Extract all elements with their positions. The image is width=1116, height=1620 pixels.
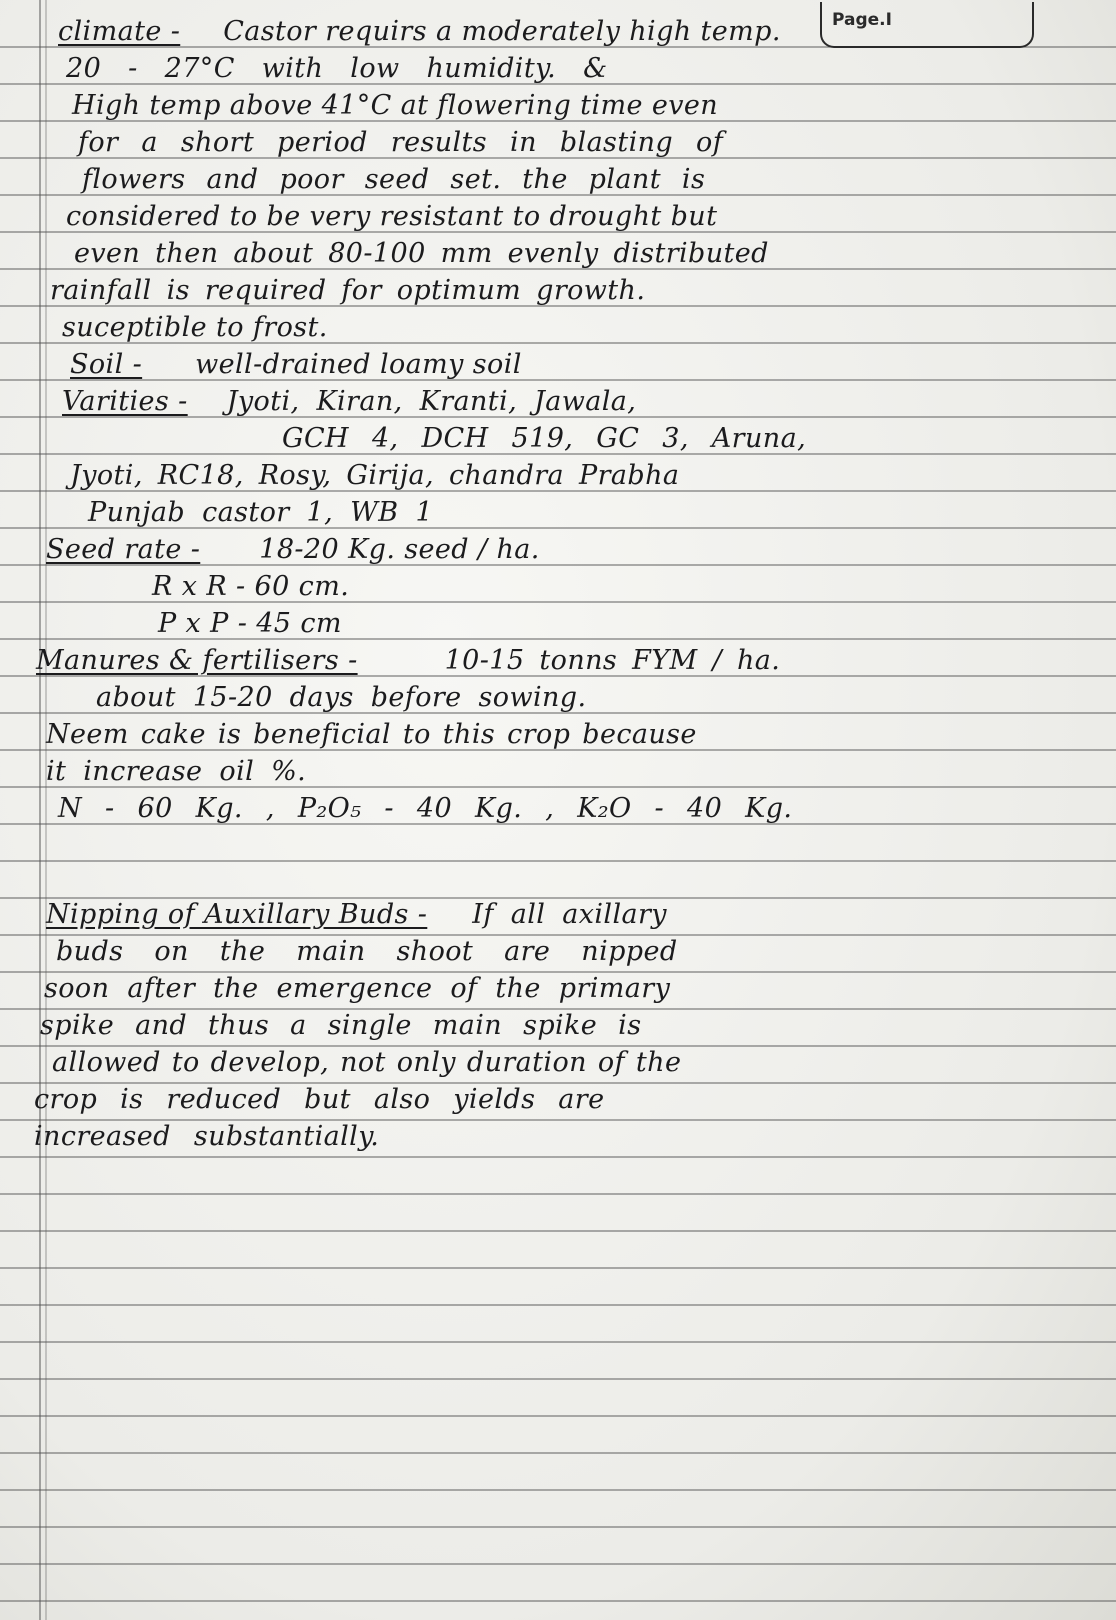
text-line — [158, 606, 342, 642]
text-line — [56, 934, 678, 970]
line-text: P x P - 45 cm — [158, 608, 342, 639]
line-text: buds on the main shoot are nipped — [56, 936, 678, 967]
section-heading: Manures & fertilisers - — [36, 645, 358, 676]
line-text: suceptible to frost. — [62, 312, 328, 343]
text-line — [82, 162, 705, 198]
line-text: Jyoti, RC18, Rosy, Girija, chandra Prabha — [70, 460, 680, 491]
text-line — [46, 897, 667, 933]
line-text: increased substantially. — [34, 1121, 380, 1152]
line-text: GCH 4, DCH 519, GC 3, Aruna, — [282, 423, 807, 454]
line-text: N - 60 Kg. , P₂O₅ - 40 Kg. , K₂O - 40 Kg. — [58, 793, 793, 824]
text-line — [88, 495, 433, 531]
line-text: 18-20 Kg. seed / ha. — [259, 534, 540, 565]
line-text: well-drained loamy soil — [195, 349, 522, 380]
text-line — [282, 421, 806, 457]
line-text: Neem cake is beneficial to this crop because — [46, 719, 697, 750]
text-line — [58, 791, 792, 827]
section-heading: Seed rate - — [46, 534, 201, 565]
text-line — [70, 347, 522, 383]
text-line — [50, 273, 645, 309]
line-text: considered to be very resistant to drought but — [66, 201, 718, 232]
page-number-label: Page.I — [832, 10, 892, 30]
line-text: Castor requirs a moderately high temp. — [223, 16, 781, 47]
text-line — [62, 384, 636, 420]
text-line — [40, 1008, 641, 1044]
line-text: flowers and poor seed set. the plant is — [82, 164, 706, 195]
line-text: 10-15 tonns FYM / ha. — [444, 645, 781, 676]
text-line — [34, 1082, 605, 1118]
text-line — [96, 680, 586, 716]
line-text: even then about 80-100 mm evenly distributed — [74, 238, 769, 269]
line-text: for a short period results in blasting of — [78, 127, 724, 158]
line-text: Jyoti, Kiran, Kranti, Jawala, — [226, 386, 637, 417]
text-line — [152, 569, 349, 605]
text-line — [66, 199, 717, 235]
line-text: Punjab castor 1, WB 1 — [88, 497, 434, 528]
line-text: it increase oil %. — [46, 756, 307, 787]
line-text: R x R - 60 cm. — [152, 571, 350, 602]
text-line — [44, 971, 670, 1007]
line-text: rainfall is required for optimum growth. — [50, 275, 646, 306]
text-line — [36, 643, 780, 679]
text-line — [46, 754, 306, 790]
text-line — [70, 458, 679, 494]
text-line — [46, 532, 540, 568]
line-text: If all axillary — [472, 899, 667, 930]
text-line — [46, 717, 697, 753]
line-text: High temp above 41°C at flowering time even — [72, 90, 719, 121]
text-line — [72, 88, 718, 124]
text-line — [74, 236, 769, 272]
line-text: allowed to develop, not only duration of the — [52, 1047, 682, 1078]
section-heading: Varities - — [62, 386, 188, 417]
text-line — [78, 125, 723, 161]
section-heading: Nipping of Auxillary Buds - — [46, 899, 428, 930]
text-line — [66, 51, 608, 87]
text-line — [58, 14, 781, 50]
line-text: 20 - 27°C with low humidity. & — [66, 53, 608, 84]
text-line — [52, 1045, 681, 1081]
section-heading: climate - — [58, 16, 181, 47]
text-line — [34, 1119, 379, 1155]
text-line — [62, 310, 328, 346]
line-text: crop is reduced but also yields are — [34, 1084, 605, 1115]
line-text: spike and thus a single main spike is — [40, 1010, 642, 1041]
section-heading: Soil - — [70, 349, 143, 380]
line-text: about 15-20 days before sowing. — [96, 682, 587, 713]
line-text: soon after the emergence of the primary — [44, 973, 671, 1004]
